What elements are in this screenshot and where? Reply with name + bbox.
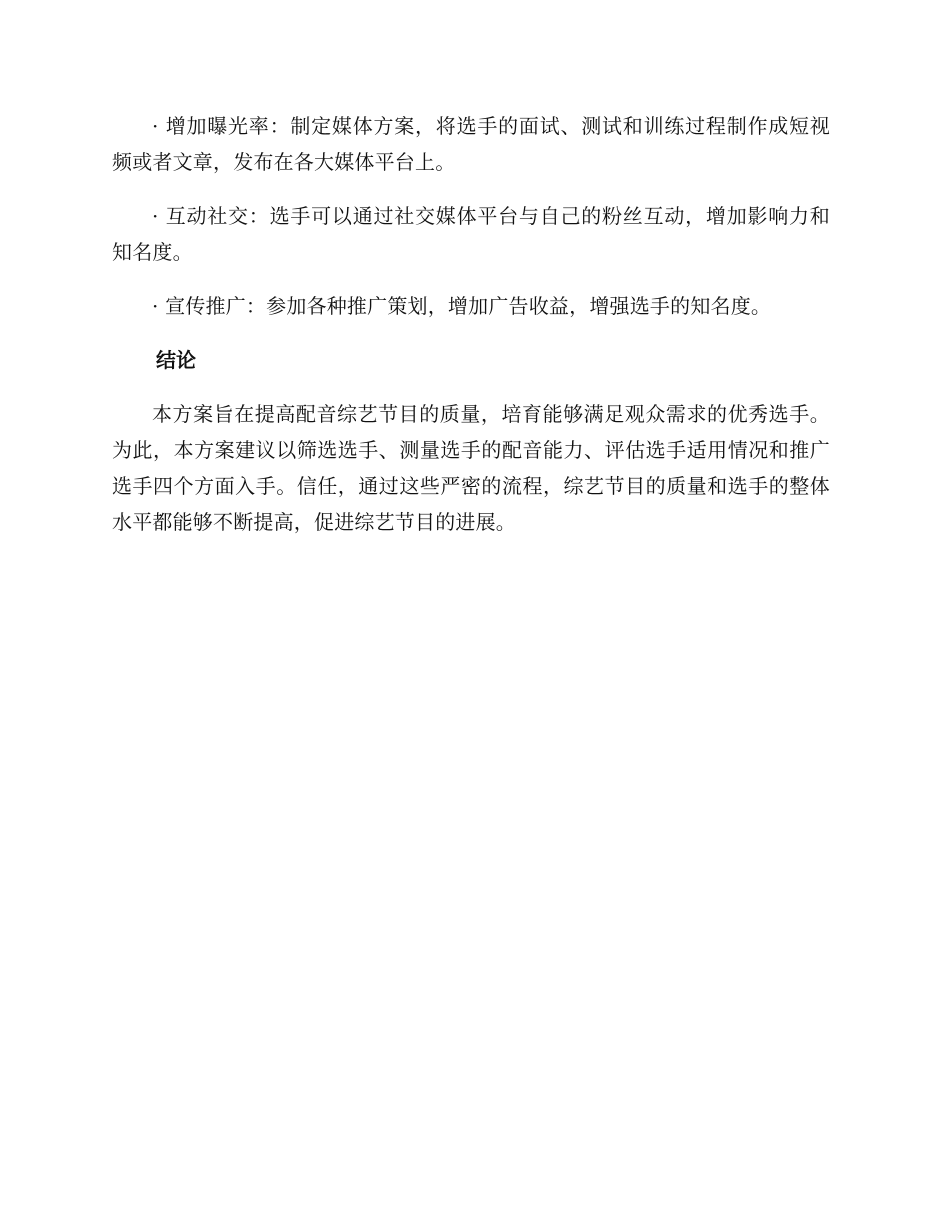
conclusion-heading: 结论	[156, 348, 196, 372]
bullet-promotion: · 宣传推广：参加各种推广策划，增加广告收益，增强选手的知名度。	[152, 294, 772, 318]
conclusion-paragraph: 本方案旨在提高配音综艺节目的质量，培育能够满足观众需求的优秀选手。为此，本方案建议以筛选选手、测量选手的配音能力、评估选手适用情况和推广选手四个方面入手。信任，通过这些严密的流程，综艺节目的质量和选手的整体水平都能够不断提高，促进综艺节目的进展。	[112, 402, 830, 534]
document-page	[112, 108, 830, 540]
bullet-exposure: · 增加曝光率：制定媒体方案，将选手的面试、测试和训练过程制作成短视频或者文章，发布在各大媒体平台上。	[112, 114, 830, 174]
bullet-social-interaction: · 互动社交：选手可以通过社交媒体平台与自己的粉丝互动，增加影响力和知名度。	[112, 204, 830, 264]
